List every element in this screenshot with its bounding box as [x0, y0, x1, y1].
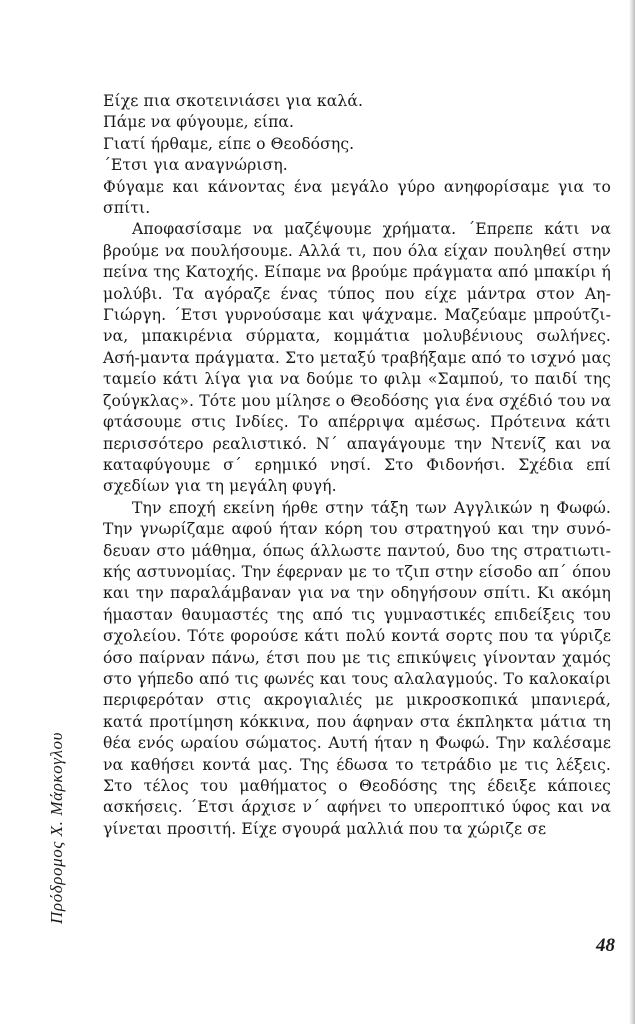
paragraph: Είχε πια σκοτεινιάσει για καλά.	[103, 92, 364, 110]
paragraph: Φύγαμε και κάνοντας ένα μεγάλο γύρο ανηφορίσαμε για το σπίτι.	[103, 177, 611, 218]
page-edge-shadow	[629, 0, 635, 1024]
author-running-head: Πρόδρομος Χ. Μάρκογλου	[47, 731, 66, 924]
paragraph: Αποφασίσαμε να μαζέψουμε χρήματα. ΄Επρεπε κάτι να βρούμε να πουλήσουμε. Αλλά τι, που όλα είχαν πουληθεί στην πείνα της Κατοχής. Είπαμε να βρούμε πράγματα από μπακίρι ή μολύβι. Τα αγόραζε ένας τύπος που είχε μάντρα στον Αη-Γιώργη. ΄Ετσι γυρνούσαμε και ψάχναμε. Μαζεύαμε μπρούτζι-να, μπακιρένια σύρματα, κομμάτια μολυβένιους σωλήνες. Ασή-μαντα πράγματα. Στο μεταξύ τραβήξαμε από το ισχνό μας ταμείο κάτι λίγα για να δούμε το φιλμ «Σαμπού, το παιδί της ζούγκλας». Τότε μου μίλησε ο Θεοδόσης για ένα σχέδιό του να φτάσουμε στις Ινδίες. Το απέρριψα αμέσως. Πρότεινα κάτι περισσότερο ρεαλιστικό. Ν΄ απαγάγουμε την Ντενίζ και να καταφύγουμε σ΄ ερημικό νησί. Στο Φιδονήσι. Σχέδια επί σχεδίων για τη μεγάλη φυγή.	[103, 220, 611, 496]
paragraph: Γιατί ήρθαμε, είπε ο Θεοδόσης.	[103, 134, 355, 153]
page-number: 48	[596, 935, 615, 956]
paragraph: ΄Ετσι για αναγνώριση.	[103, 156, 288, 175]
paragraph: Την εποχή εκείνη ήρθε στην τάξη των Αγγλικών η Φωφώ. Την γνωρίζαμε αφού ήταν κόρη του στρατηγού και την συνό-δευαν στο μάθημα, όπως άλλωστε παντού, δυο της στρατιωτι-κής αστυνομίας. Την έφερναν με το τζιπ στην είσοδο απ΄ όπου και την παραλάμβαναν για να την οδηγήσουν σπίτι. Κι ακόμη ήμασταν θαυμαστές της από τις γυμναστικές επιδείξεις του σχολείου. Τότε φορούσε κάτι πολύ κοντά σορτς που τα γύριζε όσο παίρναν πάνω, έτσι που με τις επικύψεις γίνονταν χαμός στο γήπεδο από τις φωνές και τους αλαλαγμούς. Το καλοκαίρι περιφερόταν στις ακρογιαλιές με μικροσκοπικά μπανιερά, κατά προτίμηση κόκκινα, που άφηναν στα έκπληκτα μάτια τη θέα ενός ωραίου σώματος. Αυτή ήταν η Φωφώ. Την καλέσαμε να καθήσει κοντά μας. Της έδωσα το τετράδιο με τις λέξεις. Στο τέλος του μαθήματος ο Θεοδόσης της έδειξε κάποιες ασκήσεις. ΄Ετσι άρχισε ν΄ αφήνει το υπεροπτικό ύφος και να γίνεται προσιτή. Είχε σγουρά μαλλιά που τα χώριζε σε	[103, 498, 611, 838]
body-text	[103, 91, 611, 840]
paragraph: Πάμε να φύγουμε, είπα.	[103, 113, 295, 132]
